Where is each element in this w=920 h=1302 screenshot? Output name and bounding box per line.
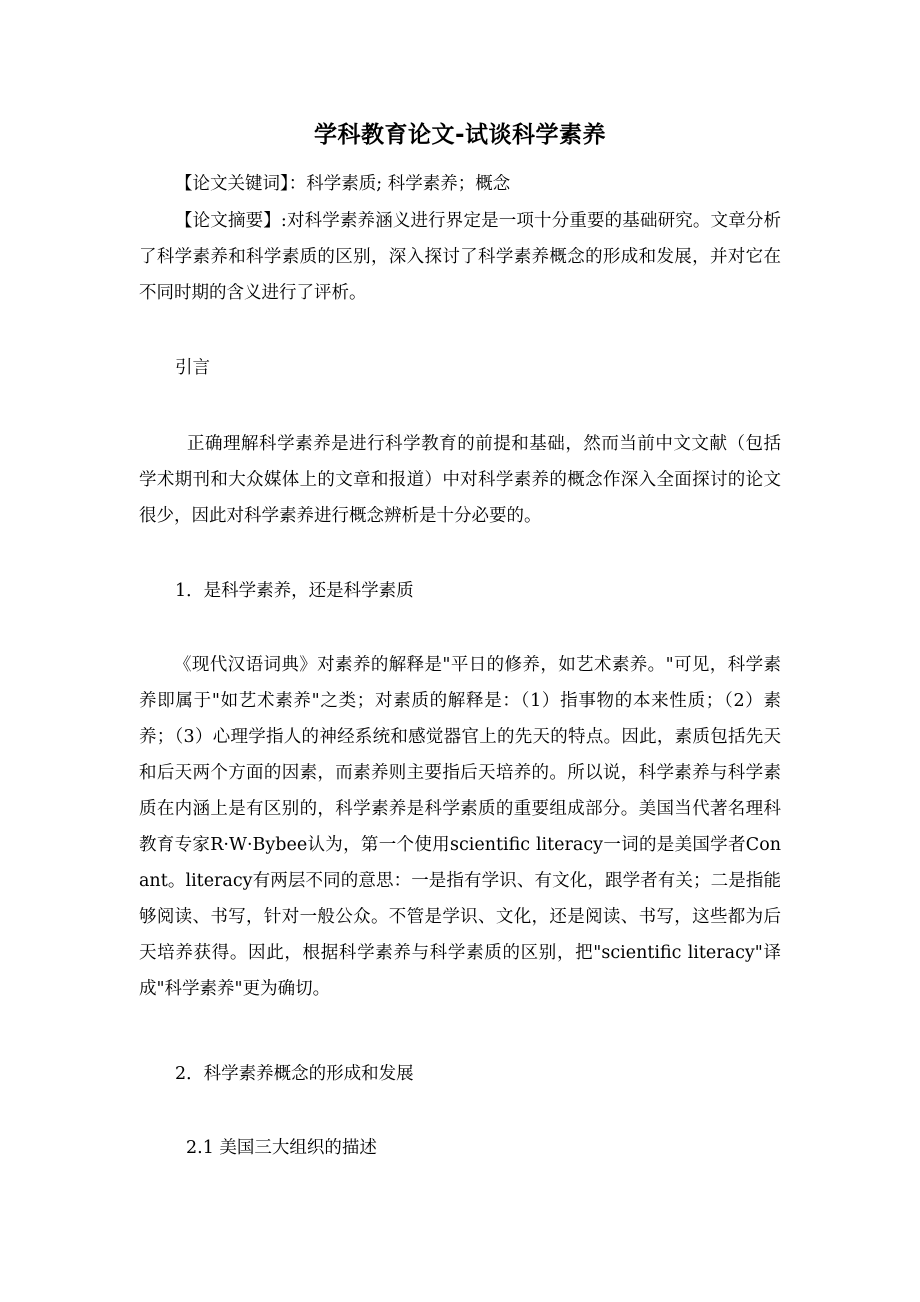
- keywords-label: 【论文关键词】: [175, 174, 289, 194]
- abstract-label: 【论文摘要】: [175, 211, 281, 231]
- keywords-line: [139, 166, 781, 202]
- intro-heading: 引言: [175, 358, 210, 378]
- section1-heading: 1．是科学素养，还是科学素质: [175, 581, 414, 601]
- document-title: 学科教育论文-试谈科学素养: [313, 122, 607, 148]
- section2-1-heading: 2.1 美国三大组织的描述: [186, 1138, 377, 1158]
- abstract-text: :对科学素养涵义进行界定是一项十分重要的基础研究。文章分析了科学素养和科学素质的区别，深入探讨了科学素养概念的形成和发展，并对它在不同时期的含义进行了评析。: [139, 211, 781, 303]
- keywords-text: ：科学素质; 科学素养；概念: [288, 174, 511, 194]
- section1-paragraph: 《现代汉语词典》对素养的解释是"平日的修养，如艺术素养。"可见，科学素养即属于"如艺术素养"之类；对素质的解释是：（1）指事物的本来性质；（2）素养；（3）心理学指人的神经系统和感觉器官上的先天的特点。因此，素质包括先天和后天两个方面的因素，而素养则主要指后天培养的。所以说，科学素养与科学素质在内涵上是有区别的，科学素养是科学素质的重要组成部分。美国当代著名理科教育专家R·W·Bybee认为，第一个使用scientific literacy一词的是美国学者Conant。literacy有两层不同的意思：一是指有学识、有文化，跟学者有关；二是指能够阅读、书写，针对一般公众。不管是学识、文化，还是阅读、书写，这些都为后天培养获得。因此，根据科学素养与科学素质的区别，把"scientific literacy"译成"科学素养"更为确切。: [139, 655, 781, 999]
- intro-paragraph: 正确理解科学素养是进行科学教育的前提和基础，然而当前中文文献（包括学术期刊和大众媒体上的文章和报道）中对科学素养的概念作深入全面探讨的论文很少，因此对科学素养进行概念辨析是十分必要的。: [139, 434, 781, 526]
- abstract-paragraph: [139, 203, 781, 311]
- section2-heading: 2．科学素养概念的形成和发展: [175, 1064, 414, 1084]
